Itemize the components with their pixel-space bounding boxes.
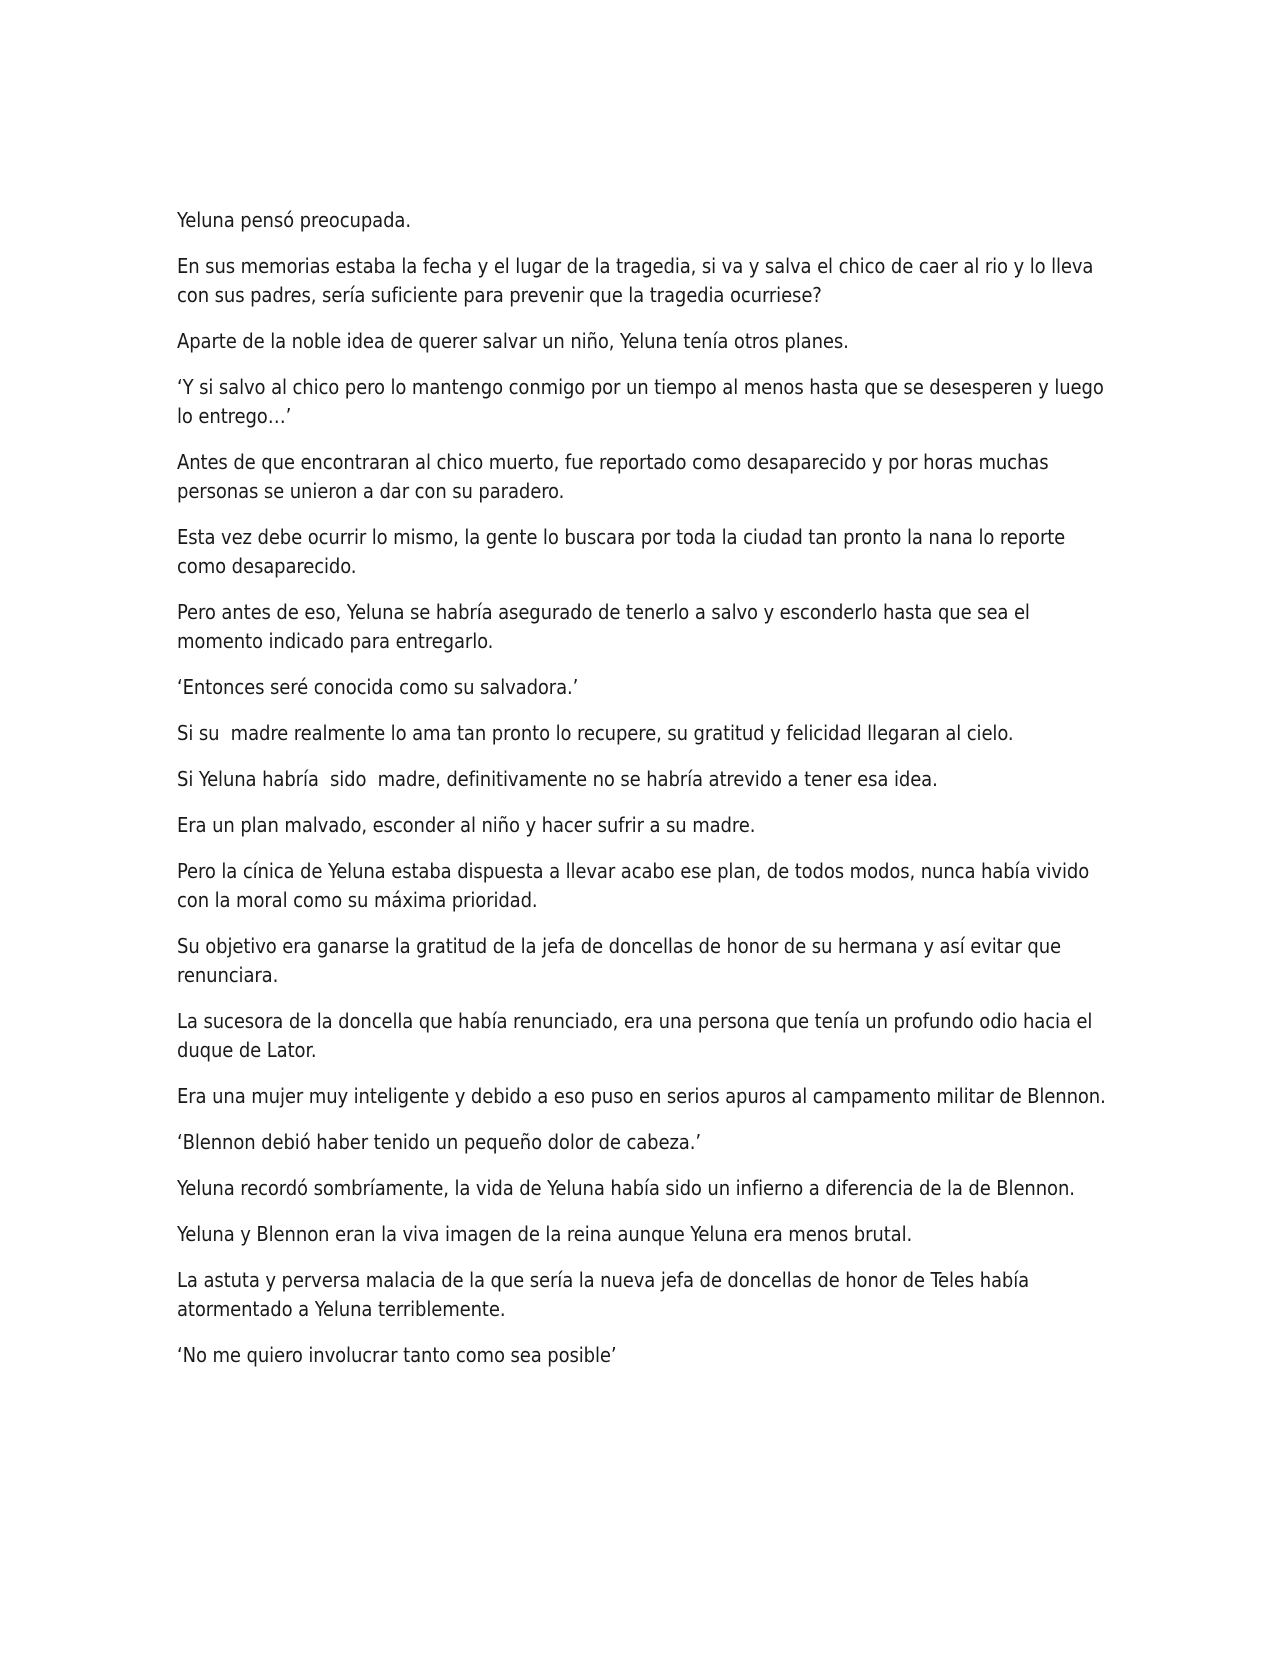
paragraph: Yeluna recordó sombríamente, la vida de Yeluna había sido un infierno a diferencia de la de Blennon. bbox=[177, 1176, 1075, 1200]
paragraph: Antes de que encontraran al chico muerto, fue reportado como desaparecido y por horas muchas personas se unieron a dar con su paradero. bbox=[177, 450, 1055, 503]
paragraph: Era un plan malvado, esconder al niño y hacer sufrir a su madre. bbox=[177, 813, 756, 837]
document-body bbox=[177, 206, 1117, 1387]
paragraph: Si su madre realmente lo ama tan pronto lo recupere, su gratitud y felicidad llegaran al cielo. bbox=[177, 721, 1014, 745]
paragraph: Esta vez debe ocurrir lo mismo, la gente lo buscara por toda la ciudad tan pronto la nana lo reporte como desaparecido. bbox=[177, 525, 1071, 578]
paragraph: Aparte de la noble idea de querer salvar un niño, Yeluna tenía otros planes. bbox=[177, 329, 849, 353]
paragraph: ‘Blennon debió haber tenido un pequeño dolor de cabeza.’ bbox=[177, 1130, 701, 1154]
paragraph: ‘No me quiero involucrar tanto como sea posible’ bbox=[177, 1343, 617, 1367]
paragraph: En sus memorias estaba la fecha y el lugar de la tragedia, si va y salva el chico de caer al rio y lo lleva con sus padres, sería suficiente para prevenir que la tragedia ocurriese? bbox=[177, 254, 1099, 307]
paragraph: Pero antes de eso, Yeluna se habría asegurado de tenerlo a salvo y esconderlo hasta que sea el momento indicado para entregarlo. bbox=[177, 600, 1036, 653]
paragraph: Era una mujer muy inteligente y debido a eso puso en serios apuros al campamento militar de Blennon. bbox=[177, 1084, 1106, 1108]
paragraph: Si Yeluna habría sido madre, definitivamente no se habría atrevido a tener esa idea. bbox=[177, 767, 938, 791]
paragraph: La astuta y perversa malacia de la que sería la nueva jefa de doncellas de honor de Teles había atormentado a Yeluna terriblemente. bbox=[177, 1268, 1035, 1321]
paragraph: ‘Entonces seré conocida como su salvadora.’ bbox=[177, 675, 579, 699]
paragraph: Pero la cínica de Yeluna estaba dispuesta a llevar acabo ese plan, de todos modos, nunca había vivido con la moral como su máxima prioridad. bbox=[177, 859, 1095, 912]
paragraph: La sucesora de la doncella que había renunciado, era una persona que tenía un profundo odio hacia el duque de Lator. bbox=[177, 1009, 1098, 1062]
paragraph: Yeluna pensó preocupada. bbox=[177, 208, 411, 232]
paragraph: ‘Y si salvo al chico pero lo mantengo conmigo por un tiempo al menos hasta que se desesperen y luego lo entrego…’ bbox=[177, 375, 1110, 428]
paragraph: Su objetivo era ganarse la gratitud de la jefa de doncellas de honor de su hermana y así evitar que renunciara. bbox=[177, 934, 1067, 987]
paragraph: Yeluna y Blennon eran la viva imagen de la reina aunque Yeluna era menos brutal. bbox=[177, 1222, 913, 1246]
